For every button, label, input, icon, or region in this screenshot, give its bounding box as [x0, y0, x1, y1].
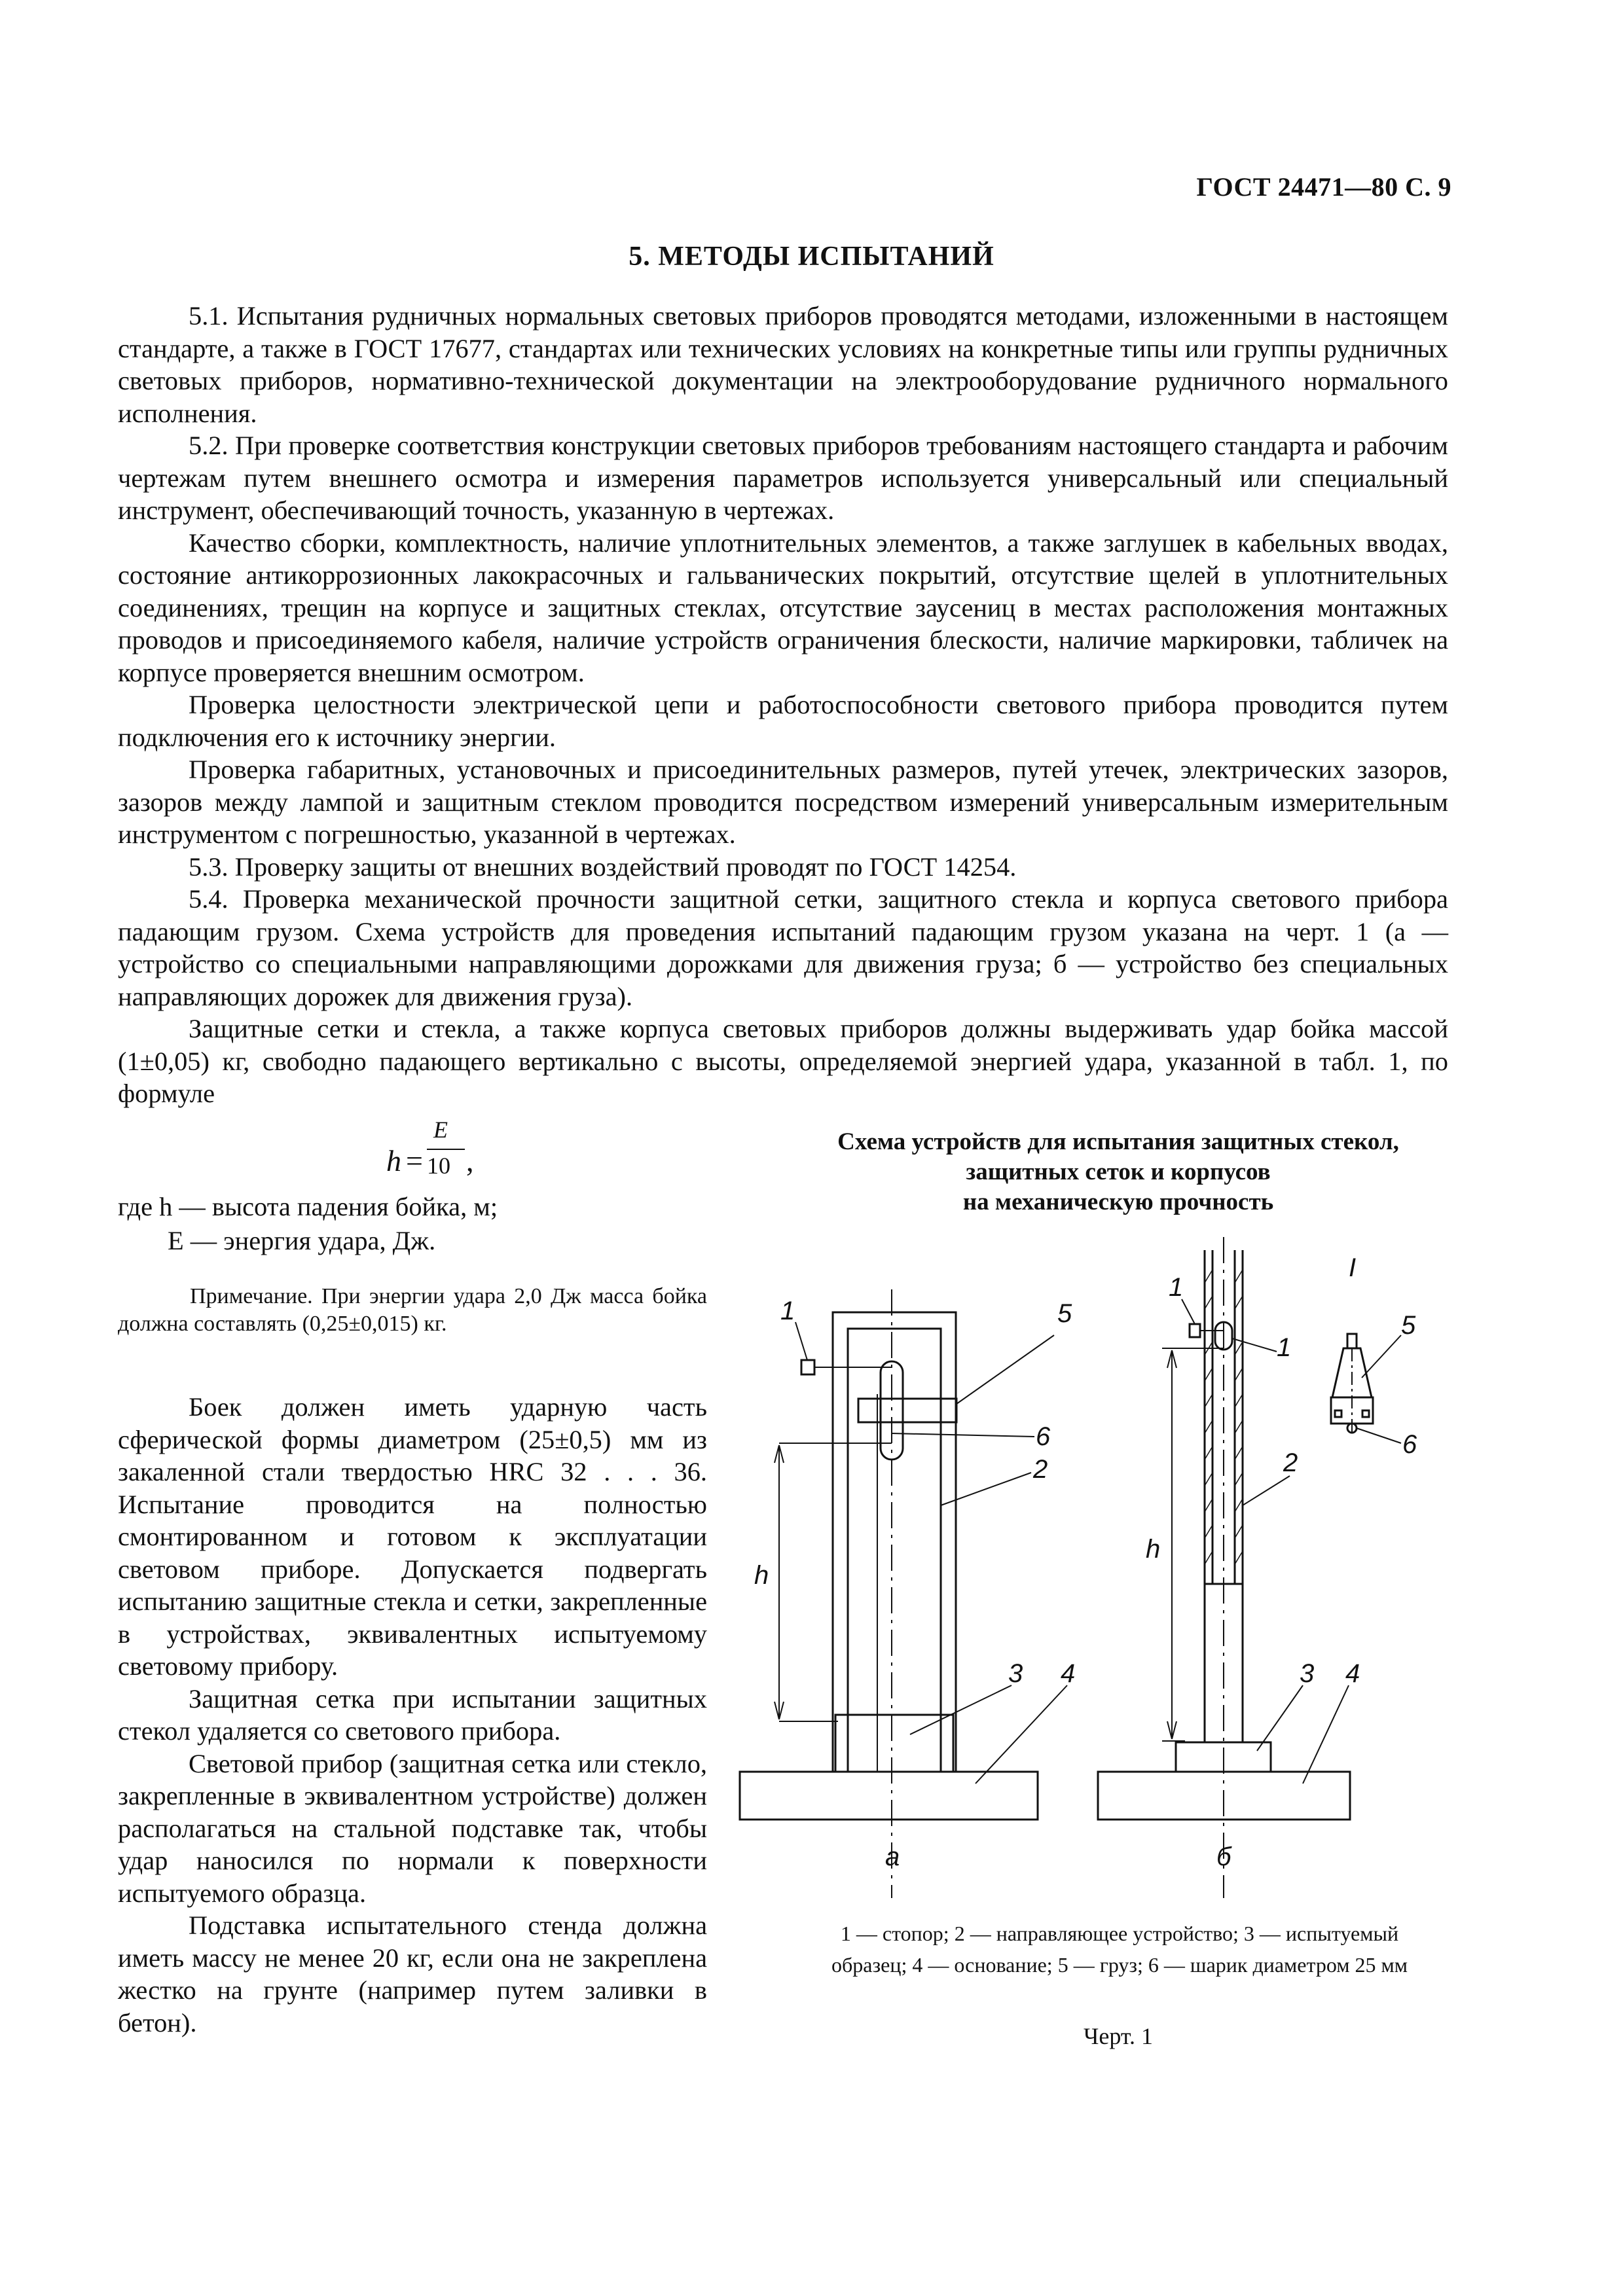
paragraph-impact: Защитные сетки и стекла, а также корпуса световых приборов должны выдерживать удар бойка массой (1±0,05) кг, свободно падающего вертикально с высоты, определяемой энергией удара, указанной в табл. 1, по формуле [118, 1014, 1448, 1108]
figure-drawing [714, 1237, 1512, 1898]
label-a-6: 6 [1036, 1422, 1051, 1451]
formula-legend [118, 1190, 707, 1258]
figure-title [719, 1127, 1518, 1217]
paragraph-quality: Качество сборки, комплектность, наличие уплотнительных элементов, а также заглушек в кабельных вводах, состояние антикоррозионных лакокрасочных и гальванических покрытий, отсутствие щелей в уплотнительных соединениях, трещин на корпусе и защитных стеклах, отсутствие заусениц в местах расположения монтажных проводов и присоединяемого кабеля, наличие устройств ограничения блескости, наличие маркировки, табличек на корпусе проверяется внешним осмотром. [118, 528, 1448, 687]
paragraph-circuit: Проверка целостности электрической цепи и работоспособности светового прибора проводится путем подключения его к источнику энергии. [118, 690, 1448, 752]
paragraph-stand: Подставка испытательного стенда должна иметь массу не менее 20 кг, если она не закреплена жестко на грунте (например путем заливки в бетон). [118, 1910, 707, 2037]
figure-title-line-1: Схема устройств для испытания защитных стекол, [837, 1128, 1399, 1155]
label-a-sub: а [885, 1842, 900, 1871]
frame-inner-a [848, 1329, 941, 1772]
base-a [740, 1772, 1038, 1820]
label-a-2: 2 [1033, 1455, 1048, 1484]
figure-title-line-2: защитных сеток и корпусов [966, 1158, 1271, 1185]
label-a-h: h [754, 1561, 769, 1590]
label-a-1: 1 [780, 1297, 795, 1325]
label-a-5: 5 [1057, 1299, 1072, 1328]
frame-outer-a [833, 1312, 956, 1772]
label-b-h: h [1146, 1535, 1161, 1564]
paragraph-dimensions: Проверка габаритных, установочных и присоединительных размеров, путей утечек, электрических зазоров, зазоров между лампой и защитным стеклом проводится посредством измерений универсальным измерительным инструментом с погрешностью, указанной в чертежах. [118, 755, 1448, 849]
body-text [118, 300, 1448, 1110]
label-b-3: 3 [1300, 1659, 1315, 1688]
paragraph-5-2: 5.2. При проверке соответствия конструкции световых приборов требованиям настоящего стандарта и рабочим чертежам путем внешнего осмотра и измерения параметров используется универсальный или специальный инструмент, обеспечивающий точность, указанную в чертежах. [118, 431, 1448, 525]
label-b-6: 6 [1402, 1430, 1417, 1459]
paragraph-striker: Боек должен иметь ударную часть сферической формы диаметром (25±0,5) мм из закаленной стали твердостью HRC 32 . . . 36. Испытание проводится на полностью смонтированном и готовом к эксплуатации световом приборе. Допускается подвергать испытанию защитные стекла и сетки, закрепленные в устройствах, эквивалентных испытуемому световому прибору. [118, 1392, 707, 1681]
figure-title-line-3: на механическую прочность [962, 1189, 1274, 1215]
formula-numerator: E [433, 1117, 448, 1143]
label-b-roman: I [1349, 1253, 1357, 1282]
paragraph-5-4: 5.4. Проверка механической прочности защитной сетки, защитного стекла и корпуса светового прибора падающим грузом. Схема устройств для проведения испытаний падающим грузом указана на черт. 1 (а — устройство со специальными направляющими дорожками для движения груза; б — устройство без специальных направляющих дорожек для движения груза). [118, 884, 1448, 1011]
legend-h: где h — высота падения бойка, м; [118, 1192, 498, 1221]
caption-line-2: образец; 4 — основание; 5 — груз; 6 — шарик диаметром 25 мм [831, 1953, 1408, 1977]
figure-caption [733, 1918, 1506, 1981]
label-b-5: 5 [1401, 1311, 1416, 1340]
section-title: 5. МЕТОДЫ ИСПЫТАНИЙ [629, 242, 994, 272]
page-header: ГОСТ 24471—80 С. 9 [1196, 172, 1451, 202]
label-a-4: 4 [1061, 1659, 1076, 1688]
label-b-4: 4 [1345, 1659, 1360, 1688]
paragraph-placement: Световой прибор (защитная сетка или стекло, закрепленные в эквивалентном устройстве) должен располагаться на стальной подставке так, чтобы удар наносился по нормали к поверхности испытуемого образца. [118, 1748, 707, 1908]
formula-tail: , [466, 1144, 474, 1177]
label-b-2: 2 [1283, 1448, 1298, 1477]
figure-number: Черт. 1 [1084, 2023, 1153, 2049]
paragraph-5-1: 5.1. Испытания рудничных нормальных световых приборов проводятся методами, изложенными в настоящем стандарте, а также в ГОСТ 17677, стандартах или технических условиях на конкретные типы или группы рудничных световых приборов, нормативно-технической документации на электрооборудование рудничного нормального исполнения. [118, 301, 1448, 428]
label-b-1b: 1 [1277, 1333, 1292, 1362]
sample-a [835, 1715, 953, 1772]
fraction-bar [427, 1149, 465, 1150]
device-a [740, 1289, 1067, 1898]
formula [373, 1116, 491, 1201]
legend-e: E — энергия удара, Дж. [168, 1226, 436, 1255]
caption-line-1: 1 — стопор; 2 — направляющее устройство; 3 — испытуемый [840, 1922, 1399, 1945]
formula-denominator: 10 [427, 1153, 450, 1179]
stopper-a [801, 1360, 814, 1374]
weight-detail [1331, 1334, 1373, 1433]
stopper-b [1190, 1324, 1200, 1337]
label-b-1: 1 [1169, 1273, 1184, 1302]
note: Примечание. При энергии удара 2,0 Дж масса бойка должна составлять (0,25±0,015) кг. [118, 1284, 707, 1336]
formula-eq: = [406, 1144, 423, 1177]
paragraph-5-3: 5.3. Проверку защиты от внешних воздействий проводят по ГОСТ 14254. [189, 852, 1017, 882]
label-a-3: 3 [1008, 1659, 1023, 1688]
formula-lhs: h [386, 1144, 401, 1177]
left-column [118, 1391, 707, 2039]
paragraph-mesh: Защитная сетка при испытании защитных стекол удаляется со светового прибора. [118, 1683, 707, 1746]
device-b [1098, 1237, 1401, 1898]
label-b-sub: б [1216, 1842, 1231, 1871]
